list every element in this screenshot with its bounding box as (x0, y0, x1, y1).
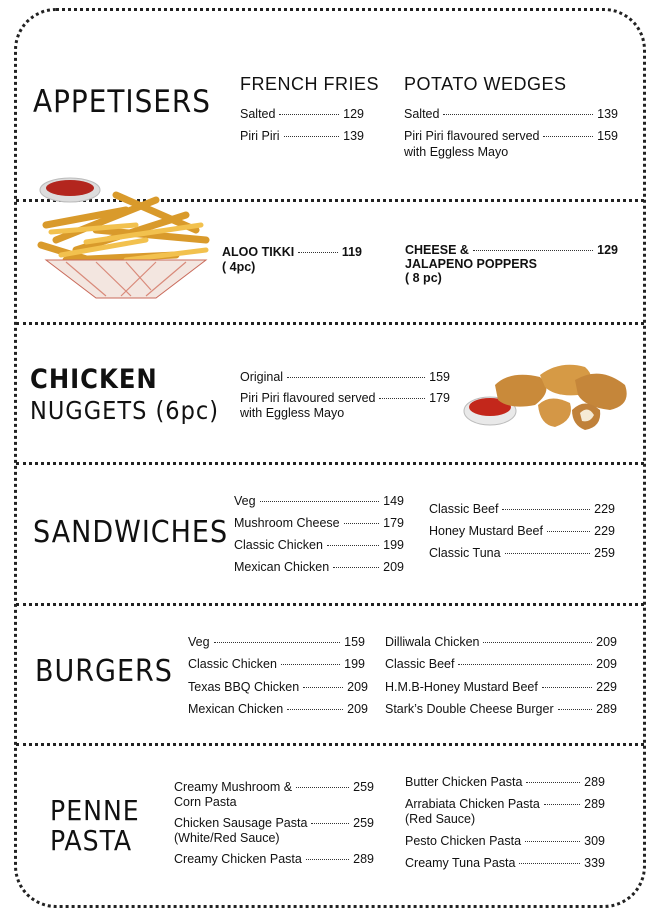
menu-item (240, 391, 450, 405)
item-price: 289 (596, 702, 617, 716)
menu-item (188, 702, 368, 716)
item-note: Corn Pasta (174, 795, 237, 809)
item-name: Piri Piri flavoured served (404, 129, 540, 143)
menu-item (188, 635, 365, 649)
item-price: 259 (353, 816, 374, 830)
leader-dots (505, 553, 591, 554)
leader-dots (327, 545, 379, 546)
item-name: Arrabiata Chicken Pasta (405, 797, 540, 811)
item-name: Stark’s Double Cheese Burger (385, 702, 554, 716)
chicken-nuggets-photo (460, 355, 640, 435)
item-note: ( 8 pc) (405, 271, 442, 285)
menu-item (404, 107, 618, 121)
item-note: JALAPENO POPPERS (405, 257, 537, 271)
leader-dots (519, 863, 580, 864)
leader-dots (281, 664, 340, 665)
leader-dots (260, 501, 380, 502)
menu-item (405, 797, 605, 811)
menu-item (234, 560, 404, 574)
leader-dots (547, 531, 590, 532)
item-name: Creamy Tuna Pasta (405, 856, 516, 870)
leader-dots (473, 250, 593, 251)
leader-dots (525, 841, 580, 842)
menu-item (405, 243, 618, 257)
item-name: Veg (234, 494, 256, 508)
item-price: 129 (597, 243, 618, 257)
item-price: 339 (584, 856, 605, 870)
item-note: (White/Red Sauce) (174, 831, 280, 845)
item-name: Mushroom Cheese (234, 516, 340, 530)
item-price: 289 (584, 775, 605, 789)
item-price: 229 (594, 524, 615, 538)
nuggets-title-line1: CHICKEN (30, 364, 158, 395)
menu-item (429, 502, 615, 516)
leader-dots (543, 136, 593, 137)
burgers-title: BURGERS (35, 654, 173, 689)
item-price: 129 (343, 107, 364, 121)
sandwiches-title: SANDWICHES (33, 515, 229, 550)
item-name: Honey Mustard Beef (429, 524, 543, 538)
menu-item (188, 657, 365, 671)
item-name: CHEESE & (405, 243, 469, 257)
menu-item (222, 245, 362, 259)
item-name: Dilliwala Chicken (385, 635, 480, 649)
menu-item (188, 680, 368, 694)
item-price: 289 (353, 852, 374, 866)
leader-dots (544, 804, 580, 805)
french-fries-title: FRENCH FRIES (240, 74, 380, 94)
item-price: 199 (383, 538, 404, 552)
menu-item (240, 129, 364, 143)
item-price: 229 (594, 502, 615, 516)
leader-dots (542, 687, 592, 688)
menu-item (234, 516, 404, 530)
leader-dots (306, 859, 349, 860)
menu-item (429, 546, 615, 560)
leader-dots (526, 782, 580, 783)
item-price: 209 (347, 702, 368, 716)
leader-dots (502, 509, 590, 510)
leader-dots (287, 709, 343, 710)
item-note: ( 4pc) (222, 260, 256, 274)
item-name: Original (240, 370, 284, 384)
item-price: 259 (594, 546, 615, 560)
item-name: Piri Piri (240, 129, 280, 143)
item-name: ALOO TIKKI (222, 245, 295, 259)
separator-4 (16, 603, 644, 606)
separator-3 (16, 462, 644, 465)
item-name: Salted (240, 107, 276, 121)
item-price: 159 (597, 129, 618, 143)
leader-dots (287, 377, 425, 378)
menu-item (404, 129, 618, 143)
item-note: with Eggless Mayo (240, 406, 345, 420)
leader-dots (443, 114, 593, 115)
leader-dots (214, 642, 341, 643)
item-name: Mexican Chicken (188, 702, 284, 716)
leader-dots (344, 523, 380, 524)
leader-dots (333, 567, 379, 568)
pasta-title-line1: PENNE (50, 794, 140, 827)
item-name: Classic Chicken (234, 538, 323, 552)
item-price: 209 (596, 635, 617, 649)
item-price: 259 (353, 780, 374, 794)
item-price: 289 (584, 797, 605, 811)
item-price: 139 (343, 129, 364, 143)
leader-dots (303, 687, 343, 688)
leader-dots (558, 709, 593, 710)
item-name: Chicken Sausage Pasta (174, 816, 308, 830)
item-name: Butter Chicken Pasta (405, 775, 523, 789)
item-price: 149 (383, 494, 404, 508)
leader-dots (279, 114, 339, 115)
menu-frame (14, 8, 646, 908)
appetisers-title: APPETISERS (33, 84, 211, 120)
item-price: 179 (383, 516, 404, 530)
item-price: 139 (597, 107, 618, 121)
item-note: with Eggless Mayo (404, 145, 509, 159)
item-name: Veg (188, 635, 210, 649)
leader-dots (296, 787, 349, 788)
item-price: 309 (584, 834, 605, 848)
item-name: Classic Chicken (188, 657, 277, 671)
nuggets-title-line2: NUGGETS (6pc) (30, 396, 220, 425)
item-price: 179 (429, 391, 450, 405)
item-price: 229 (596, 680, 617, 694)
separator-5 (16, 743, 644, 746)
item-name: Creamy Chicken Pasta (174, 852, 302, 866)
item-name: Classic Tuna (429, 546, 501, 560)
item-price: 119 (341, 245, 362, 259)
item-name: Classic Beef (429, 502, 499, 516)
menu-item (240, 370, 450, 384)
potato-wedges-title: POTATO WEDGES (404, 74, 567, 94)
leader-dots (379, 398, 425, 399)
menu-item (405, 856, 605, 870)
menu-item (174, 780, 374, 794)
item-name: Classic Beef (385, 657, 455, 671)
item-name: Pesto Chicken Pasta (405, 834, 522, 848)
item-price: 209 (596, 657, 617, 671)
menu-item (385, 680, 617, 694)
menu-item (234, 494, 404, 508)
item-name: Salted (404, 107, 440, 121)
item-price: 199 (344, 657, 365, 671)
separator-2 (16, 322, 644, 325)
menu-item (405, 834, 605, 848)
leader-dots (458, 664, 592, 665)
item-price: 209 (347, 680, 368, 694)
leader-dots (311, 823, 349, 824)
pasta-title-line2: PASTA (50, 824, 133, 857)
menu-item (234, 538, 404, 552)
item-note: (Red Sauce) (405, 812, 476, 826)
menu-item (385, 702, 617, 716)
item-name: H.M.B-Honey Mustard Beef (385, 680, 538, 694)
item-price: 159 (344, 635, 365, 649)
item-name: Piri Piri flavoured served (240, 391, 376, 405)
leader-dots (298, 252, 338, 253)
item-name: Creamy Mushroom & (174, 780, 293, 794)
item-name: Mexican Chicken (234, 560, 330, 574)
menu-item (405, 775, 605, 789)
french-fries-photo (36, 170, 216, 300)
item-price: 159 (429, 370, 450, 384)
leader-dots (483, 642, 592, 643)
menu-item (385, 635, 617, 649)
menu-item (385, 657, 617, 671)
menu-item (240, 107, 364, 121)
item-price: 209 (383, 560, 404, 574)
menu-item (429, 524, 615, 538)
menu-item (174, 816, 374, 830)
menu-item (174, 852, 374, 866)
leader-dots (284, 136, 340, 137)
item-name: Texas BBQ Chicken (188, 680, 300, 694)
